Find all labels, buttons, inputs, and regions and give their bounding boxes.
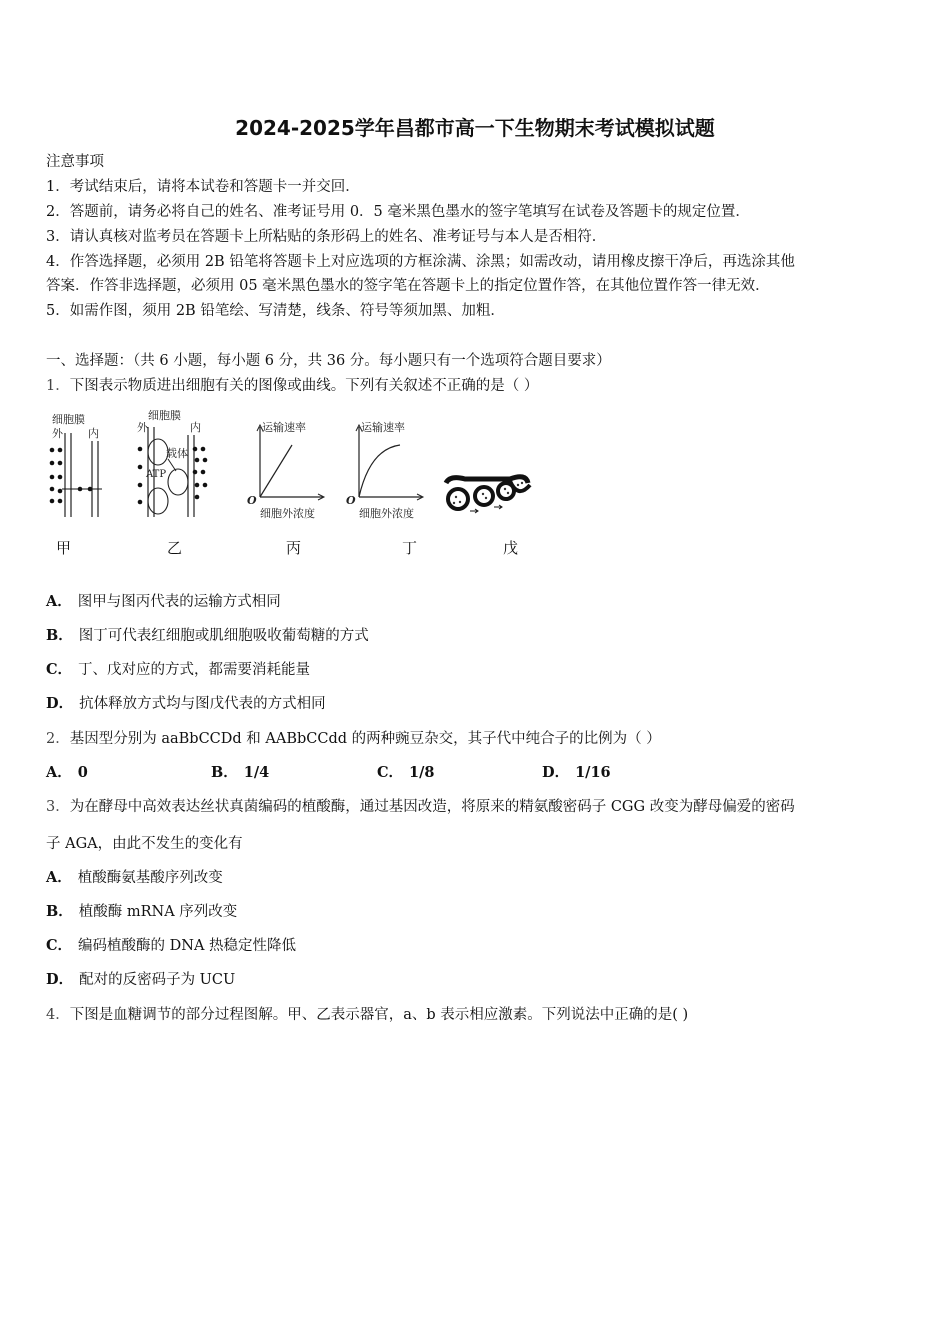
question-3 xyxy=(46,797,916,817)
notice-item: 2．答题前，请务必将自己的姓名、准考证号用 0．5 毫米黑色墨水的签字笔填写在试卷及答题卡的规定位置． xyxy=(46,204,750,220)
option-text: 配对的反密码子为 UCU xyxy=(79,972,236,988)
q1-option-c[interactable] xyxy=(46,660,310,680)
notice-heading: 注意事项 xyxy=(46,154,104,170)
question-3-continued: 子 AGA，由此不发生的变化有 xyxy=(46,836,243,852)
option-text: 0 xyxy=(77,764,88,781)
question-2 xyxy=(46,729,916,749)
option-key: D． xyxy=(46,695,74,712)
q1-option-d[interactable] xyxy=(46,694,326,714)
notice-item: 3．请认真核对监考员在答题卡上所粘贴的条形码上的姓名、准考证号与本人是否相符． xyxy=(46,229,607,245)
transport-figure xyxy=(40,405,540,530)
notice-item: 1．考试结束后，请将本试卷和答题卡一并交回． xyxy=(46,179,360,195)
outside-label: 外 xyxy=(52,427,63,440)
question-stem: 基因型分别为 aaBbCCDd 和 AABbCCdd 的两种豌豆杂交，其子代中纯合子的比例为（ ） xyxy=(69,731,661,747)
option-key: A． xyxy=(46,869,72,886)
q1-option-b[interactable] xyxy=(46,626,369,646)
option-text: 图丁可代表红细胞或肌细胞吸收葡萄糖的方式 xyxy=(78,628,369,644)
inside-label: 内 xyxy=(88,427,99,440)
notice-item: 答案．作答非选择题，必须用 05 毫米黑色墨水的签字笔在答题卡上的指定位置作答，在其他位置作答一律无效． xyxy=(46,278,770,294)
section-heading: 一、选择题：（共 6 小题，每小题 6 分，共 36 分。每小题只有一个选项符合题目要求） xyxy=(46,353,611,369)
q3-option-c[interactable] xyxy=(46,936,296,956)
carrier-label: 载体 xyxy=(166,447,188,460)
q2-option-a[interactable] xyxy=(46,763,94,783)
figure-caption-ding: 丁 xyxy=(402,539,418,557)
question-stem: 为在酵母中高效表达丝状真菌编码的植酸酶，通过基因改造，将原来的精氨酸密码子 CGG 改变为酵母偏爱的密码 xyxy=(69,799,795,815)
option-key: B． xyxy=(211,764,238,781)
question-stem: 下图是血糖调节的部分过程图解。甲、乙表示器官，a、b 表示相应激素。下列说法中正确的是( ) xyxy=(69,1007,689,1023)
q2-option-b[interactable] xyxy=(211,763,275,783)
q3-option-b[interactable] xyxy=(46,902,237,922)
figure-ding xyxy=(346,420,423,520)
inside-label: 内 xyxy=(190,421,201,434)
option-text: 1/4 xyxy=(243,764,270,781)
figure-caption-yi: 乙 xyxy=(167,539,183,557)
option-key: C． xyxy=(377,764,404,781)
option-text: 植酸酶 mRNA 序列改变 xyxy=(78,904,238,920)
option-key: D． xyxy=(542,764,570,781)
option-text: 丁、戊对应的方式，都需要消耗能量 xyxy=(78,662,311,678)
option-text: 编码植酸酶的 DNA 热稳定性降低 xyxy=(78,938,297,954)
rate-label: 运输速率 xyxy=(262,421,306,434)
figure-bing xyxy=(247,420,324,520)
option-key: B． xyxy=(46,627,73,644)
option-key: A． xyxy=(46,764,72,781)
q3-option-d[interactable] xyxy=(46,970,235,990)
q2-option-c[interactable] xyxy=(377,763,441,783)
figure-yi xyxy=(137,408,207,517)
option-key: C． xyxy=(46,937,73,954)
conc-label: 细胞外浓度 xyxy=(260,507,315,520)
origin-label: O xyxy=(346,494,356,507)
question-number: 1． xyxy=(46,378,70,394)
outside-label: 外 xyxy=(137,421,148,434)
page-title: 2024-2025学年昌都市高一下生物期末考试模拟试题 xyxy=(235,116,715,140)
option-text: 1/16 xyxy=(575,764,611,781)
notice-item: 4．作答选择题，必须用 2B 铅笔将答题卡上对应选项的方框涂满、涂黑；如需改动，请用橡皮擦干净后，再选涂其他 xyxy=(46,254,795,270)
q1-option-a[interactable] xyxy=(46,592,281,612)
option-text: 1/8 xyxy=(409,764,435,781)
conc-label: 细胞外浓度 xyxy=(359,507,414,520)
option-key: B． xyxy=(46,903,73,920)
figure-caption-bing: 丙 xyxy=(286,539,302,557)
figure-caption-jia: 甲 xyxy=(56,539,72,557)
question-1 xyxy=(46,376,916,396)
atp-label: ATP xyxy=(146,469,167,480)
option-text: 图甲与图丙代表的运输方式相同 xyxy=(77,594,281,610)
option-text: 植酸酶氨基酸序列改变 xyxy=(77,870,223,886)
rate-label: 运输速率 xyxy=(361,421,405,434)
option-key: D． xyxy=(46,971,74,988)
question-number: 3． xyxy=(46,799,70,815)
membrane-label: 细胞膜 xyxy=(148,409,181,422)
q3-option-a[interactable] xyxy=(46,868,223,888)
q2-option-d[interactable] xyxy=(542,763,617,783)
figure-jia xyxy=(50,412,102,517)
option-key: C． xyxy=(46,661,73,678)
option-key: A． xyxy=(46,593,72,610)
figure-caption-wu: 戊 xyxy=(503,539,519,557)
question-number: 4． xyxy=(46,1007,70,1023)
membrane-label: 细胞膜 xyxy=(52,413,85,426)
figure-wu xyxy=(446,477,530,513)
question-4 xyxy=(46,1005,916,1025)
option-text: 抗体释放方式均与图戊代表的方式相同 xyxy=(79,696,326,712)
origin-label: O xyxy=(247,494,257,507)
question-stem: 下图表示物质进出细胞有关的图像或曲线。下列有关叙述不正确的是（ ） xyxy=(69,378,539,394)
question-number: 2． xyxy=(46,731,70,747)
notice-item: 5．如需作图，须用 2B 铅笔绘、写清楚，线条、符号等须加黑、加粗． xyxy=(46,303,505,319)
